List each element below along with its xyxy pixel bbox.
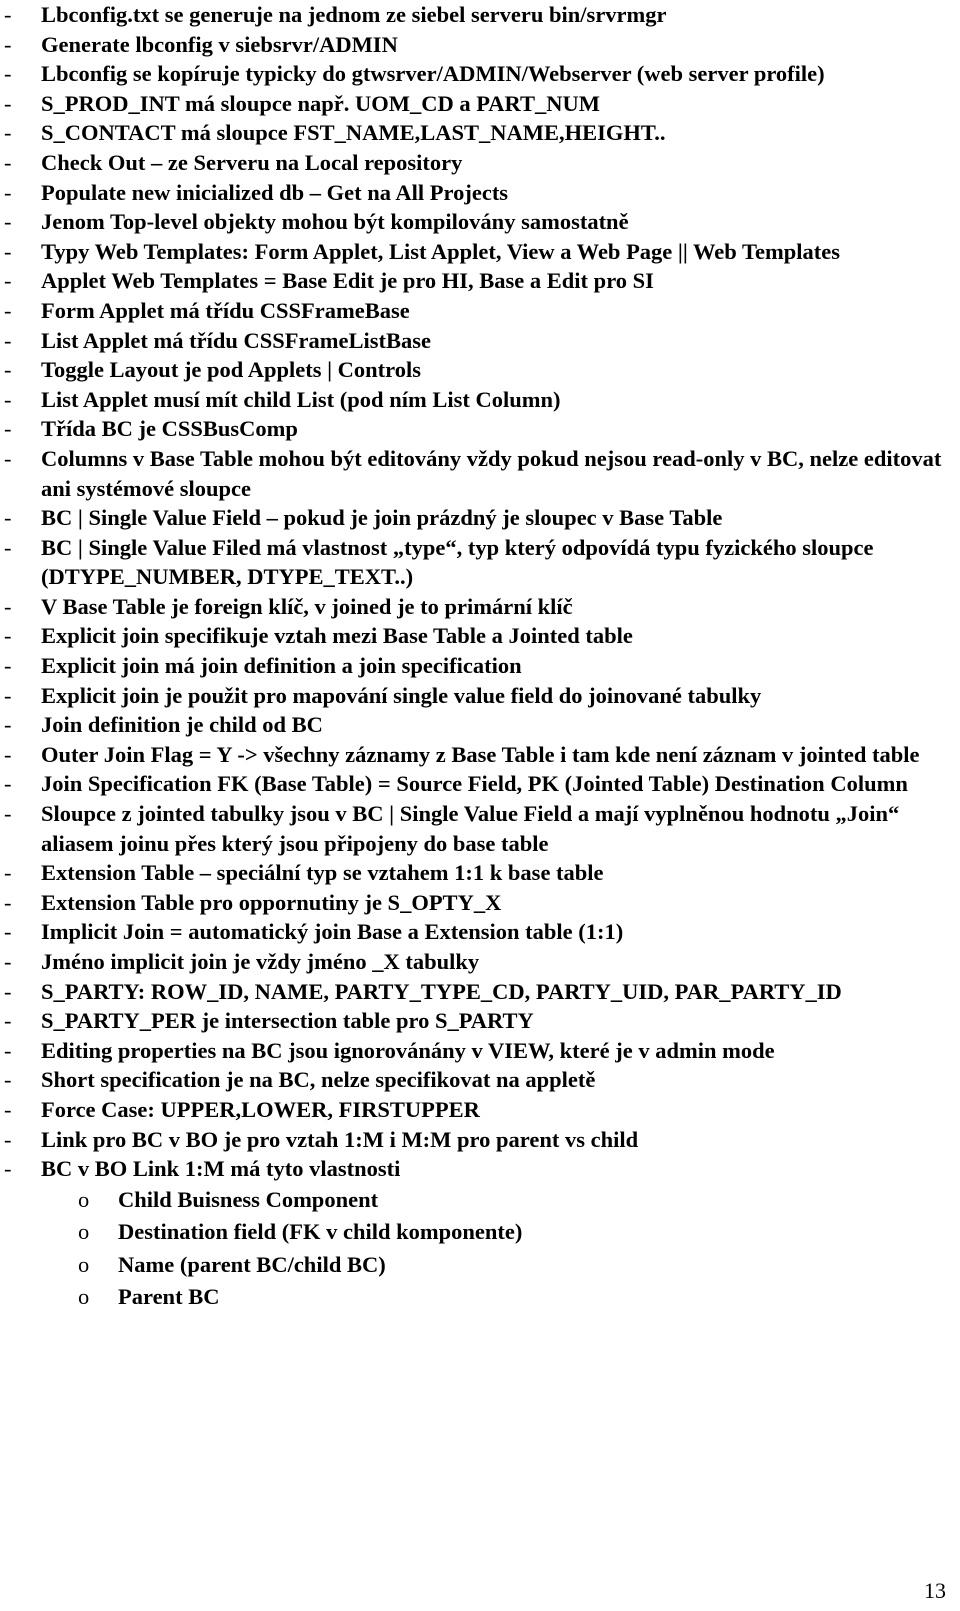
list-item	[0, 1006, 955, 1036]
dash-marker: -	[4, 919, 12, 945]
list-item-text: Generate lbconfig v siebsrvr/ADMIN	[41, 31, 398, 57]
list-item-text: Extension Table pro oppornutiny je S_OPTY_X	[41, 889, 502, 915]
list-item-text: Sloupce z jointed tabulky jsou v BC | Single Value Field a mají vyplněnou hodnotu „Join“ aliasem joinu přes který jsou připojeny do base table	[41, 801, 900, 856]
list-item-text: Lbconfig.txt se generuje na jednom ze siebel serveru bin/srvrmgr	[41, 2, 667, 27]
list-item-text: Form Applet má třídu CSSFrameBase	[41, 297, 410, 323]
dash-marker: -	[4, 889, 12, 915]
list-item	[0, 59, 955, 89]
dash-marker: -	[4, 61, 12, 87]
dash-marker: -	[4, 682, 12, 708]
dash-marker: -	[4, 653, 12, 679]
dash-marker: -	[4, 1156, 12, 1182]
dash-marker: -	[4, 357, 12, 383]
page-number: 13	[924, 1578, 946, 1603]
list-item-text: BC v BO Link 1:M má tyto vlastnosti	[41, 1156, 401, 1182]
list-item-text: Check Out – ze Serveru na Local repository	[41, 149, 463, 175]
dash-marker: -	[4, 949, 12, 974]
dash-marker: -	[4, 90, 12, 116]
list-item	[0, 1036, 955, 1066]
sub-list-item-text: Child Buisness Component	[118, 1186, 379, 1212]
list-item-text: Lbconfig se kopíruje typicky do gtwsrver/ADMIN/Webserver (web server profile)	[41, 61, 825, 87]
list-item	[0, 266, 955, 296]
list-item	[0, 1154, 955, 1184]
list-item-text: List Applet má třídu CSSFrameListBase	[41, 327, 432, 353]
sub-list-item-text: Destination field (FK v child komponente)	[118, 1219, 523, 1245]
dash-marker: -	[4, 801, 12, 827]
list-item-text: Short specification je na BC, nelze specifikovat na appletě	[41, 1067, 596, 1093]
list-item	[0, 30, 955, 60]
dash-marker: -	[4, 2, 12, 27]
dash-marker: -	[4, 1037, 12, 1063]
list-item	[0, 858, 955, 888]
list-item-text: BC | Single Value Field – pokud je join prázdný je sloupec v Base Table	[41, 505, 723, 531]
list-item	[0, 178, 955, 208]
dash-marker: -	[4, 268, 12, 294]
list-item	[0, 947, 955, 977]
list-item-text: S_PARTY: ROW_ID, NAME, PARTY_TYPE_CD, PARTY_UID, PAR_PARTY_ID	[41, 978, 842, 1004]
list-item	[0, 1125, 955, 1155]
list-item-text: Implicit Join = automatický join Base a Extension table (1:1)	[41, 919, 624, 945]
dash-marker: -	[4, 445, 12, 471]
list-item	[0, 977, 955, 1007]
sub-list-item-text: Name (parent BC/child BC)	[118, 1251, 386, 1277]
dash-marker: -	[4, 1067, 12, 1093]
list-item-text: Populate new inicialized db – Get na All Projects	[41, 179, 509, 205]
list-item-text: Columns v Base Table mohou být editovány vždy pokud nejsou read-only v BC, nelze editovat ani systémové sloupce	[41, 445, 942, 501]
list-item-text: Join definition je child od BC	[41, 712, 323, 738]
list-item-text: Applet Web Templates = Base Edit je pro HI, Base a Edit pro SI	[41, 268, 654, 294]
list-item	[0, 296, 955, 326]
list-item	[0, 888, 955, 918]
list-item-text: S_PARTY_PER je intersection table pro S_PARTY	[41, 1008, 534, 1034]
list-item	[0, 118, 955, 148]
dash-marker: -	[4, 327, 12, 353]
dash-marker: -	[4, 120, 12, 146]
list-item-text: Extension Table – speciální typ se vztahem 1:1 k base table	[41, 860, 604, 886]
list-item-text: Force Case: UPPER,LOWER, FIRSTUPPER	[41, 1096, 480, 1122]
list-item	[0, 592, 955, 622]
dash-marker: -	[4, 238, 12, 264]
list-item	[0, 740, 955, 770]
dash-marker: -	[4, 1008, 12, 1034]
list-item	[0, 710, 955, 740]
circle-bullet-marker: o	[78, 1186, 90, 1212]
list-item	[0, 148, 955, 178]
list-item-text: Explicit join má join definition a join specification	[41, 653, 522, 679]
list-item-text: Explicit join je použit pro mapování single value field do joinované tabulky	[41, 682, 762, 708]
sub-list-item	[0, 1216, 955, 1249]
list-item-text: Join Specification FK (Base Table) = Source Field, PK (Jointed Table) Destination Column	[41, 771, 908, 797]
list-item	[0, 0, 955, 30]
list-item	[0, 533, 955, 592]
sub-list-item	[0, 1249, 955, 1282]
sub-bullet-list	[0, 1184, 955, 1314]
list-item-text: Jméno implicit join je vždy jméno _X tabulky	[41, 949, 480, 974]
list-item	[0, 621, 955, 651]
dash-marker: -	[4, 741, 12, 767]
sub-list-item-text: Parent BC	[118, 1284, 220, 1310]
dash-marker: -	[4, 1096, 12, 1122]
list-item-text: Outer Join Flag = Y -> všechny záznamy z Base Table i tam kde není záznam v jointed table	[41, 741, 920, 767]
circle-bullet-marker: o	[78, 1219, 90, 1245]
list-item-text: S_CONTACT má sloupce FST_NAME,LAST_NAME,HEIGHT..	[41, 120, 666, 146]
list-item	[0, 799, 955, 858]
list-item	[0, 917, 955, 947]
dash-marker: -	[4, 149, 12, 175]
list-item-text: Link pro BC v BO je pro vztah 1:M i M:M pro parent vs child	[41, 1126, 639, 1152]
list-item	[0, 414, 955, 444]
sub-list-item	[0, 1184, 955, 1217]
list-item-text: Typy Web Templates: Form Applet, List Applet, View a Web Page || Web Templates	[41, 238, 840, 264]
circle-bullet-marker: o	[78, 1284, 90, 1310]
list-item-text: V Base Table je foreign klíč, v joined je to primární klíč	[41, 593, 573, 619]
list-item	[0, 385, 955, 415]
list-item	[0, 769, 955, 799]
dash-marker: -	[4, 978, 12, 1004]
list-item-text: Jenom Top-level objekty mohou být kompilovány samostatně	[41, 209, 629, 235]
dash-marker: -	[4, 209, 12, 235]
list-item	[0, 237, 955, 267]
dash-marker: -	[4, 593, 12, 619]
dash-marker: -	[4, 712, 12, 738]
circle-bullet-marker: o	[78, 1251, 90, 1277]
list-item	[0, 1095, 955, 1125]
list-item	[0, 89, 955, 119]
list-item	[0, 651, 955, 681]
list-item	[0, 1065, 955, 1095]
list-item	[0, 444, 955, 503]
dash-marker: -	[4, 179, 12, 205]
dash-marker: -	[4, 386, 12, 412]
list-item	[0, 355, 955, 385]
list-item	[0, 503, 955, 533]
sub-list-item	[0, 1281, 955, 1314]
dash-marker: -	[4, 1126, 12, 1152]
dash-marker: -	[4, 534, 12, 560]
list-item-text: Třída BC je CSSBusComp	[41, 416, 298, 442]
list-item-text: List Applet musí mít child List (pod ním List Column)	[41, 386, 561, 412]
dash-marker: -	[4, 416, 12, 442]
dash-marker: -	[4, 771, 12, 797]
list-item-text: S_PROD_INT má sloupce např. UOM_CD a PART_NUM	[41, 90, 601, 116]
dash-marker: -	[4, 31, 12, 57]
list-item-text: Editing properties na BC jsou ignorovánány v VIEW, které je v admin mode	[41, 1037, 775, 1063]
dash-marker: -	[4, 860, 12, 886]
list-item	[0, 681, 955, 711]
list-item-text: Explicit join specifikuje vztah mezi Base Table a Jointed table	[41, 623, 633, 649]
list-item-text: Toggle Layout je pod Applets | Controls	[41, 357, 422, 383]
dash-marker: -	[4, 623, 12, 649]
list-item-text: BC | Single Value Filed má vlastnost „type“, typ který odpovídá typu fyzického sloupce (DTYPE_NUMBER, DTYPE_TEXT..)	[41, 534, 874, 590]
list-item	[0, 326, 955, 356]
dash-marker: -	[4, 297, 12, 323]
dash-marker: -	[4, 505, 12, 531]
list-item	[0, 207, 955, 237]
